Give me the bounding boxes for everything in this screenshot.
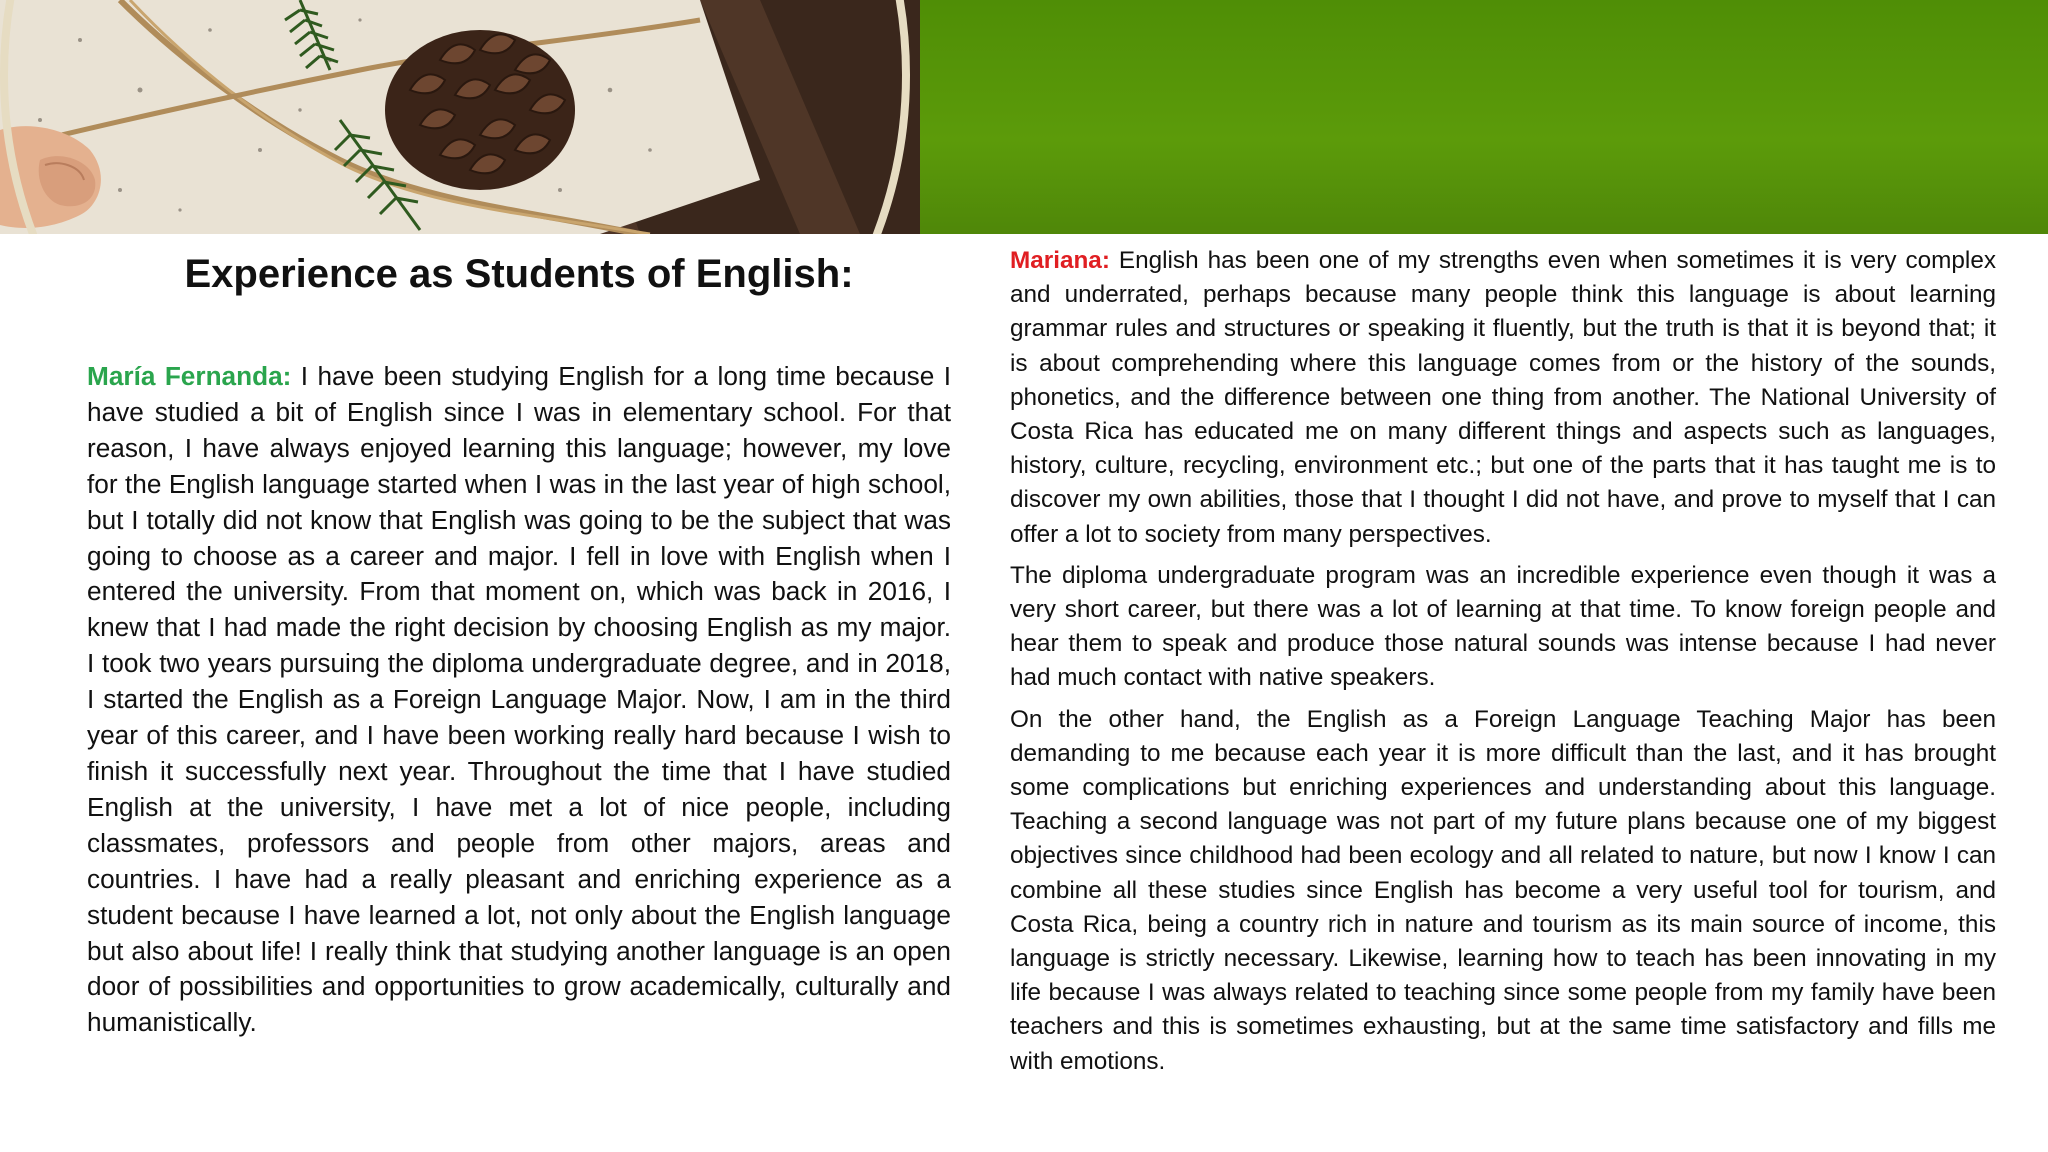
maria-fernanda-text: I have been studying English for a long time because I have studied a bit of English since I was in elementary school. For that reason, I have always enjoyed learning this language; however, my love for the English language started when I was in the last year of high school, but I totally did not know that English was going to be the subject that was going to choose as a career and major. I fell in love with English when I entered the university. From that moment on, which was back in 2016, I knew that I had made the right decision by choosing English as my major. I took two years pursuing the diploma undergraduate degree, and in 2018, I started the English as a Foreign Language Major. Now, I am in the third year of this career, and I have been working really hard because I wish to finish it successfully next year. Throughout the time that I have studied English at the university, I have met a lot of nice people, including classmates, professors and people from other majors, areas and countries. I have had a really pleasant and enriching experience as a student because I have learned a lot, not only about the English language but also about life! I really think that studying another language is an open door of possibilities and opportunities to grow academically, culturally and humanistically.	[87, 361, 951, 1038]
green-band	[905, 0, 2048, 234]
page-title: Experience as Students of English:	[184, 252, 854, 296]
maria-fernanda-paragraph	[87, 359, 951, 1041]
mariana-name: Mariana:	[1010, 247, 1110, 274]
right-column	[1010, 244, 1996, 1086]
mariana-paragraph-1	[1010, 244, 1996, 552]
gift-pinecone-illustration	[0, 0, 920, 234]
mariana-text-1: English has been one of my strengths even when sometimes it is very complex and underrated, perhaps because many people think this language is about learning grammar rules and structures or speaking it fluently, but the truth is that it is beyond that; it is about comprehending where this language comes from or the history of the sounds, phonetics, and the difference between one thing from another. The National University of Costa Rica has educated me on many different things and aspects such as languages, history, culture, recycling, environment etc.; but one of the parts that it has taught me is to discover my own abilities, those that I thought I did not have, and prove to myself that I can offer a lot to society from many perspectives.	[1010, 247, 1996, 548]
header-photo	[0, 0, 920, 234]
left-column	[87, 252, 951, 1041]
mariana-paragraph-3: On the other hand, the English as a Foreign Language Teaching Major has been demanding to me because each year it is more difficult than the last, and it has brought some complications but enriching experiences and understanding about this language. Teaching a second language was not part of my future plans because one of my biggest objectives since childhood had been ecology and all related to nature, but now I know I can combine all these studies since English has become a very useful tool for tourism, and Costa Rica, being a country rich in nature and tourism as its main source of income, this language is strictly necessary. Likewise, learning how to teach has been innovating in my life because I was always related to teaching since some people from my family have been teachers and this is sometimes exhausting, but at the same time satisfactory and fills me with emotions.	[1010, 705, 1996, 1075]
mariana-paragraph-2: The diploma undergraduate program was an incredible experience even though it was a very short career, but there was a lot of learning at that time. To know foreign people and hear them to speak and produce those natural sounds was intense because I had never had much contact with native speakers.	[1010, 561, 1996, 692]
header-banner	[0, 0, 2048, 234]
maria-fernanda-name: María Fernanda:	[87, 361, 292, 391]
